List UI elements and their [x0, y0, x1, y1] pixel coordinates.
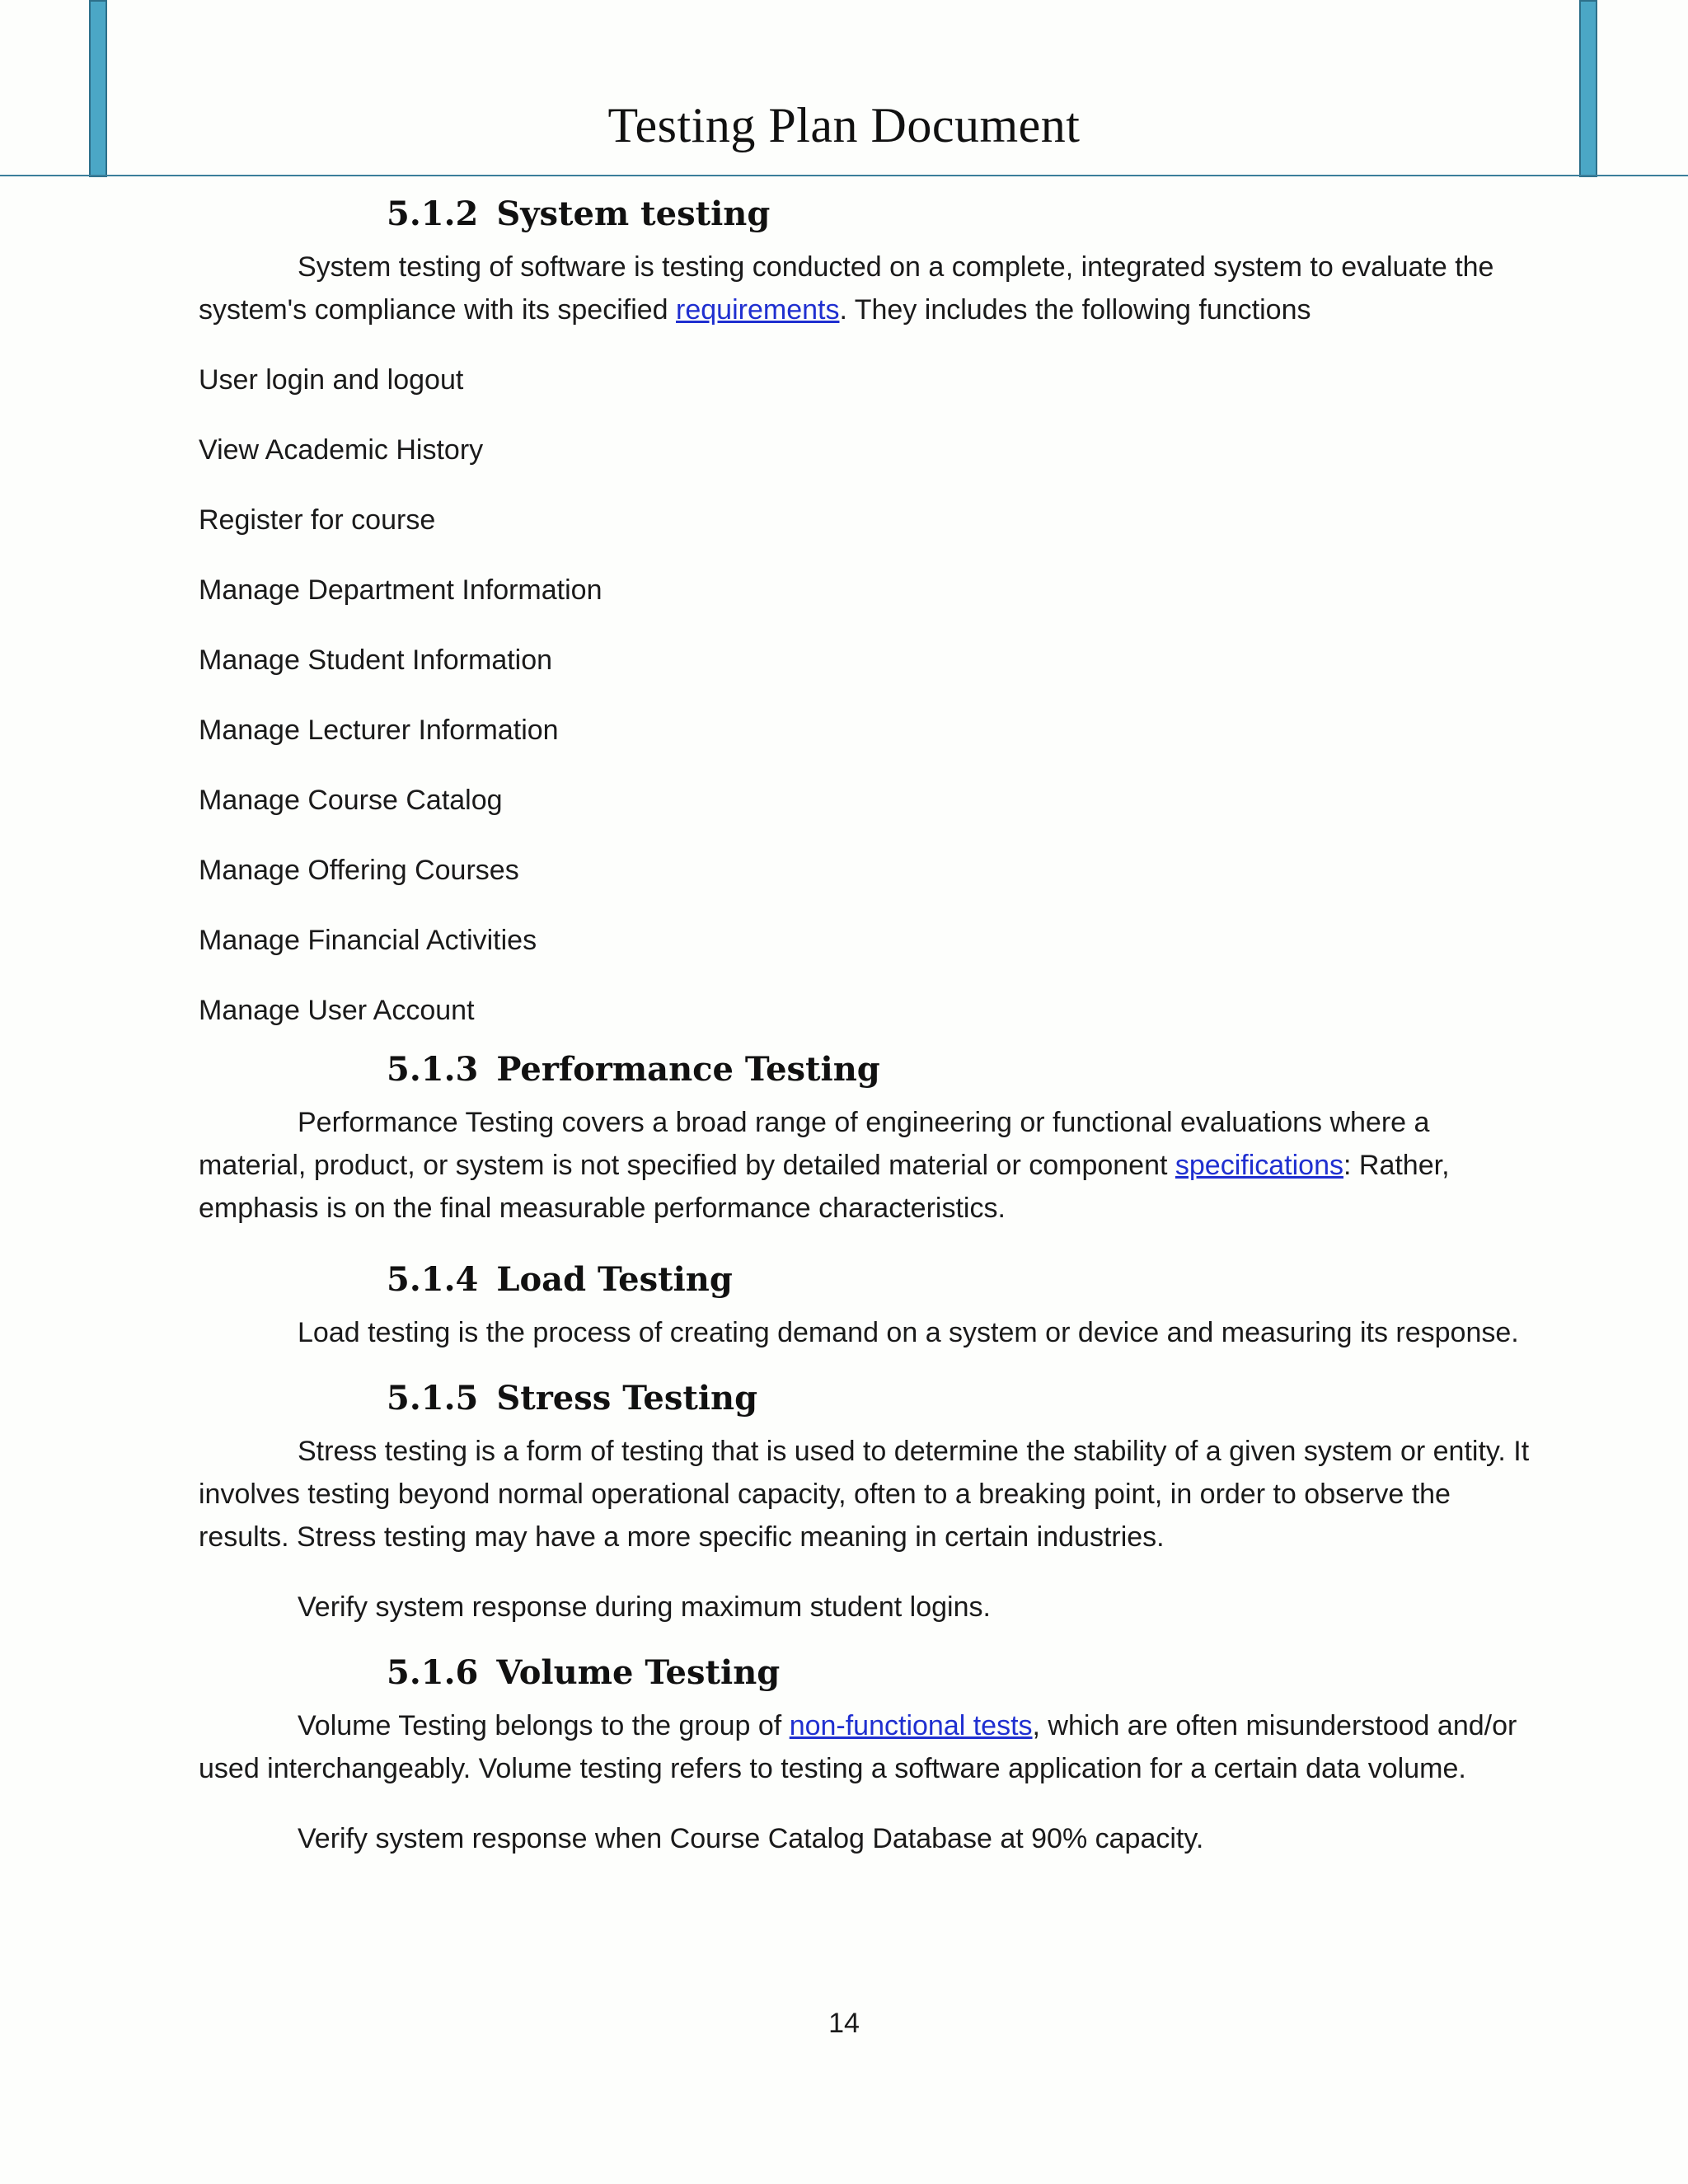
section-number: 5.1.4	[387, 1260, 479, 1299]
section-heading-volume-testing	[387, 1650, 1538, 1696]
function-list	[199, 359, 1538, 1032]
list-item: Manage Lecturer Information	[199, 715, 559, 746]
list-item: Manage Course Catalog	[199, 785, 503, 816]
list-item: Manage Department Information	[199, 574, 603, 606]
load-testing-paragraph: Load testing is the process of creating demand on a system or device and measuring its response.	[298, 1317, 1519, 1348]
header-rule	[0, 175, 1688, 176]
spacer	[199, 1354, 1538, 1376]
paragraph-text: Performance Testing covers a broad range of engineering or functional evaluations where a material, product, or system is not specified by detailed material or component	[199, 1107, 1430, 1181]
section-heading-system-testing	[387, 191, 1538, 237]
section-number: 5.1.3	[387, 1050, 479, 1089]
section-title: System testing	[496, 194, 771, 233]
volume-testing-paragraph	[199, 1704, 1538, 1790]
spacer	[199, 331, 1538, 359]
list-item: View Academic History	[199, 434, 484, 466]
volume-verify-paragraph: Verify system response when Course Catalog Database at 90% capacity.	[298, 1823, 1204, 1854]
list-item: Manage User Account	[199, 995, 475, 1026]
page-content	[199, 191, 1538, 1860]
requirements-link[interactable]: requirements	[676, 294, 840, 326]
paragraph-text: , which are often misunderstood and/or used interchangeably. Volume testing refers to testing a software application for a certain data volume.	[199, 1710, 1517, 1784]
spacer	[199, 1558, 1538, 1586]
paragraph-text: System testing of software is testing conducted on a complete, integrated system to evaluate the system's compliance with its specified	[199, 251, 1494, 326]
stress-verify-paragraph: Verify system response during maximum student logins.	[298, 1591, 991, 1623]
section-title: Performance Testing	[496, 1050, 880, 1089]
list-item: Manage Student Information	[199, 644, 553, 676]
spacer	[199, 1790, 1538, 1817]
system-testing-paragraph	[199, 246, 1538, 331]
document-title: Testing Plan Document	[607, 98, 1081, 152]
list-item: Manage Offering Courses	[199, 855, 519, 886]
section-number: 5.1.5	[387, 1379, 479, 1418]
non-functional-tests-link[interactable]: non-functional tests	[789, 1710, 1033, 1741]
section-heading-stress-testing	[387, 1376, 1538, 1422]
section-title: Volume Testing	[496, 1653, 781, 1692]
spacer	[199, 1230, 1538, 1257]
section-title: Load Testing	[496, 1260, 733, 1299]
list-item: Register for course	[199, 504, 436, 536]
section-heading-performance-testing	[387, 1047, 1538, 1093]
paragraph-text: Volume Testing belongs to the group of	[298, 1710, 790, 1741]
list-item: User login and logout	[199, 364, 464, 396]
list-item: Manage Financial Activities	[199, 925, 537, 956]
section-number: 5.1.6	[387, 1653, 479, 1692]
section-title: Stress Testing	[496, 1379, 758, 1418]
paragraph-text: : Rather, emphasis is on the final measurable performance characteristics.	[199, 1150, 1450, 1224]
section-heading-load-testing	[387, 1257, 1538, 1303]
spacer	[199, 1629, 1538, 1650]
specifications-link[interactable]: specifications	[1175, 1150, 1343, 1181]
page-number: 14	[828, 2008, 860, 2039]
stress-testing-paragraph: Stress testing is a form of testing that is used to determine the stability of a given system or entity. It involves testing beyond normal operational capacity, often to a breaking point, in order to observe the results. Stress testing may have a more specific meaning in certain industries.	[199, 1436, 1530, 1553]
section-number: 5.1.2	[387, 194, 479, 233]
performance-testing-paragraph	[199, 1101, 1538, 1230]
paragraph-text: . They includes the following functions	[839, 294, 1311, 326]
